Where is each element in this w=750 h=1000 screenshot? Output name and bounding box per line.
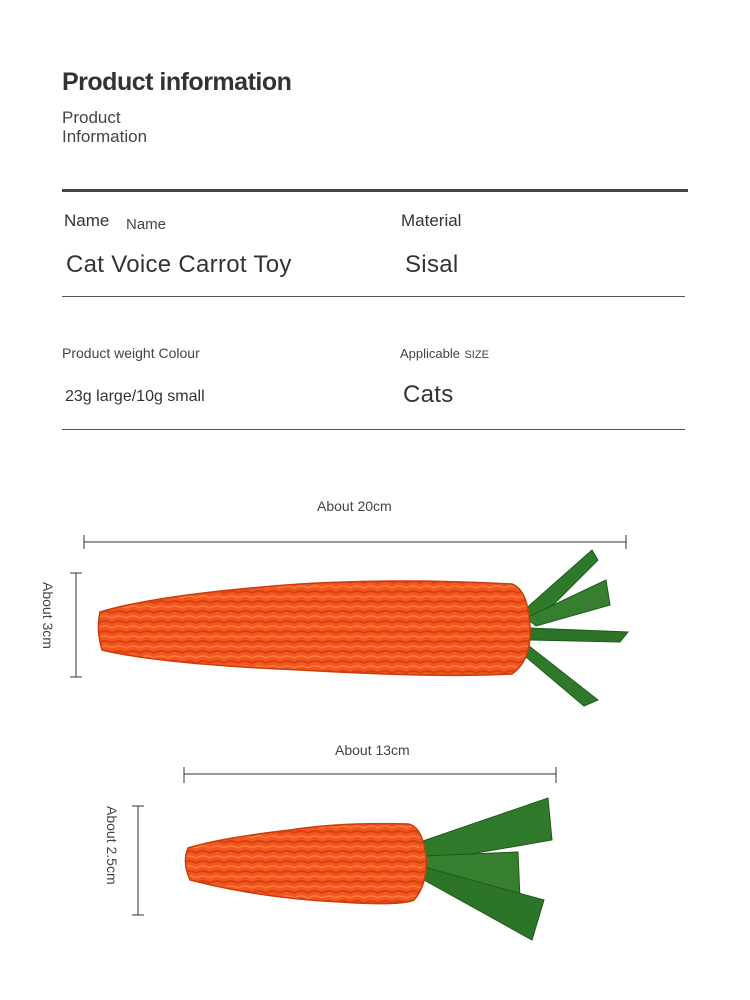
large-width-dimension-line <box>70 573 82 677</box>
small-width-dimension-line <box>132 806 144 915</box>
name-label: Name <box>64 211 110 230</box>
size-label: SIZE <box>464 349 489 361</box>
name-label-secondary: Name <box>126 216 167 233</box>
large-length-label: About 20cm <box>317 498 392 514</box>
small-width-label: About 2.5cm <box>104 806 120 885</box>
small-carrot-body <box>185 824 426 904</box>
small-length-label: About 13cm <box>335 742 410 758</box>
large-carrot-body <box>98 581 530 675</box>
small-carrot-leaves <box>420 798 552 940</box>
page-title: Product information <box>62 68 292 96</box>
applicable-label: Applicable <box>400 346 460 361</box>
page-subtitle: Product Information <box>62 108 148 146</box>
applicable-value: Cats <box>403 381 454 408</box>
weight-value: 23g large/10g small <box>65 388 205 405</box>
material-value: Sisal <box>405 251 459 278</box>
large-carrot-leaves <box>520 550 628 706</box>
large-length-dimension-line <box>84 535 626 549</box>
name-value: Cat Voice Carrot Toy <box>66 251 292 278</box>
material-label: Material <box>401 211 462 230</box>
large-width-label: About 3cm <box>40 582 56 649</box>
weight-label: Product weight Colour <box>62 345 200 361</box>
small-length-dimension-line <box>184 767 556 783</box>
